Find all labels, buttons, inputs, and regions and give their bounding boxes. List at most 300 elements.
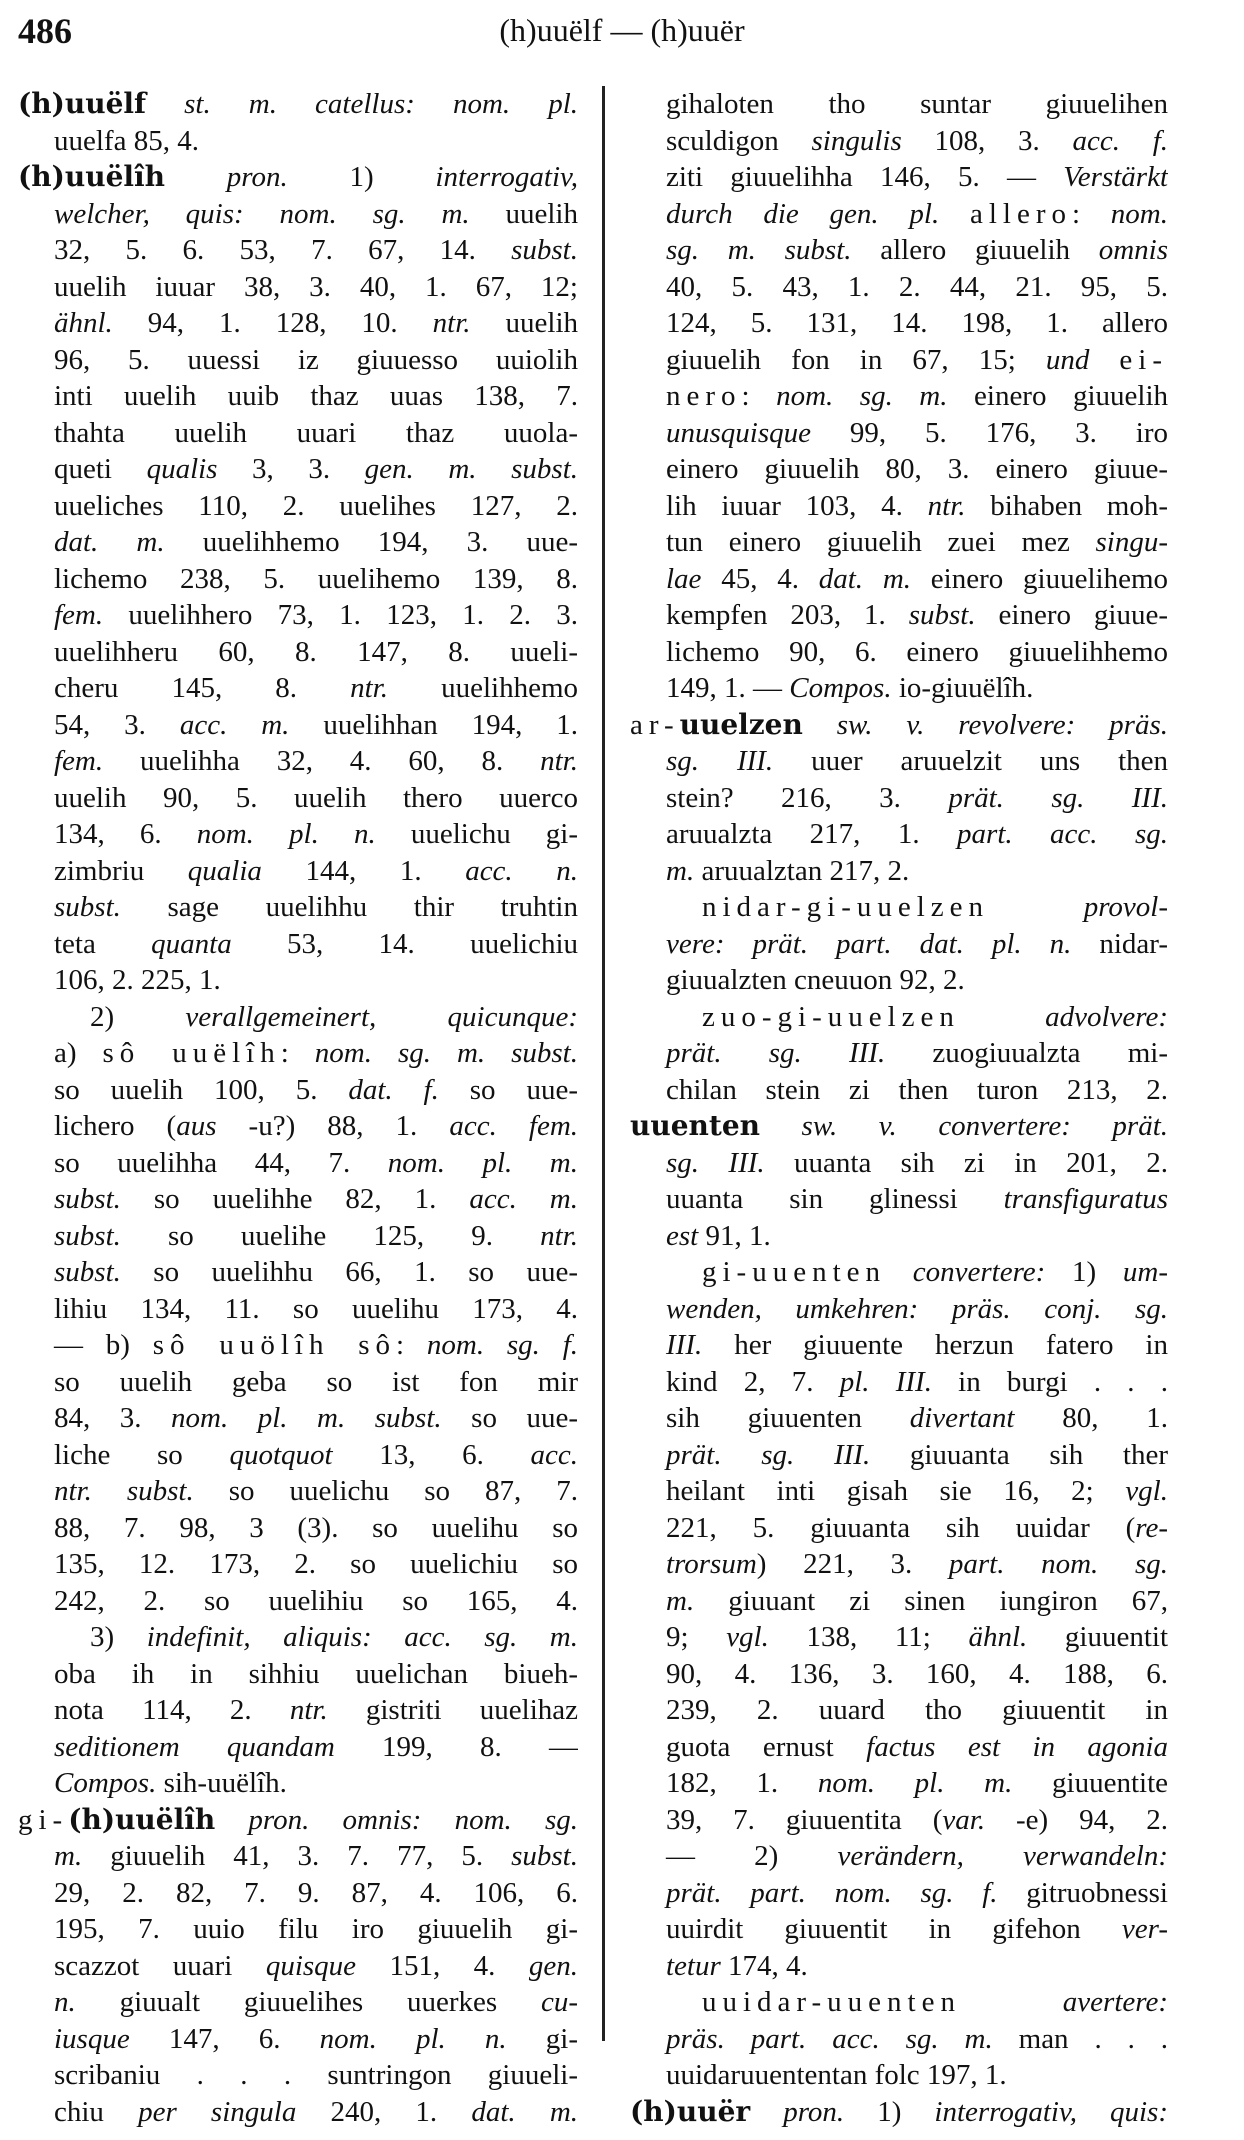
italic-text: durch die gen. pl. <box>666 197 940 230</box>
italic-text: ver- <box>1121 1913 1168 1945</box>
text-line <box>630 743 1168 780</box>
italic-text: interrogativ, quis: <box>934 2095 1168 2128</box>
text-line <box>18 86 578 123</box>
text-segment: : <box>741 380 777 412</box>
text-line <box>630 962 1168 999</box>
text-line <box>18 2094 578 2131</box>
italic-text: quotquot <box>229 1438 333 1471</box>
text-segment: einero giuuelih <box>947 380 1168 412</box>
text-segment: uuelihhan 194, 1. <box>289 708 578 741</box>
text-line <box>630 1802 1168 1839</box>
text-line <box>18 1802 578 1839</box>
text-segment: 2) <box>90 1000 186 1033</box>
text-segment: giuuant zi sinen iungiron 67, <box>694 1584 1168 1617</box>
text-segment: 88, 7. 98, 3 (3). so uuelihu so <box>54 1511 578 1544</box>
text-segment: zuogiuualzta mi- <box>885 1037 1168 1069</box>
text-segment: 149, 1. — <box>666 672 790 704</box>
text-line <box>630 123 1168 160</box>
italic-text: part. nom. sg. <box>948 1548 1168 1580</box>
text-line <box>18 853 578 890</box>
text-segment: 39, 7. giuuentita ( <box>666 1803 943 1836</box>
text-line <box>630 1765 1168 1802</box>
italic-text: tetur <box>666 1949 721 1982</box>
italic-text: transfiguratus <box>1003 1183 1168 1215</box>
text-segment: so uuelihhe 82, 1. <box>120 1183 470 1215</box>
italic-text: prät. sg. III. <box>948 781 1168 814</box>
text-segment: uuanta sin glinessi <box>666 1183 1004 1215</box>
text-line <box>18 196 578 233</box>
text-segment: 1) <box>844 2095 935 2128</box>
italic-text: acc. n. <box>465 854 578 887</box>
text-segment: her giuuente herzun fatero in <box>702 1329 1168 1361</box>
text-line <box>630 488 1168 525</box>
text-line <box>630 1072 1168 1109</box>
italic-text: convertere: <box>912 1256 1046 1288</box>
text-line <box>630 1035 1168 1072</box>
italic-text: trorsum <box>666 1548 757 1580</box>
text-line <box>630 1510 1168 1547</box>
text-segment <box>803 709 837 741</box>
text-line <box>18 1619 578 1656</box>
text-segment: ziti giuuelihha 146, 5. — <box>666 161 1064 193</box>
text-segment: so uuelihe 125, 9. <box>120 1219 541 1252</box>
text-segment: a) <box>54 1037 103 1069</box>
text-segment: 80, 1. <box>1014 1402 1168 1434</box>
text-line <box>630 1838 1168 1875</box>
text-segment: -e) 94, 2. <box>985 1803 1168 1836</box>
text-line <box>18 123 578 160</box>
text-segment: giuuelih 41, 3. 7. 77, 5. <box>82 1840 512 1872</box>
text-segment: sage uuelihhu thir truhtin <box>120 891 578 923</box>
headword: uuenten <box>630 1109 760 1142</box>
text-line <box>18 524 578 561</box>
text-line <box>18 962 578 999</box>
spaced-text: ei- <box>1119 343 1168 376</box>
italic-text: ntr. subst. <box>54 1475 194 1507</box>
text-segment: giuuelih fon in 67, 15; <box>666 343 1046 376</box>
text-segment: 9; <box>666 1621 727 1653</box>
italic-text: var. <box>942 1803 986 1836</box>
text-segment: oba ih in sihhiu uuelichan biueh- <box>54 1657 578 1690</box>
text-line <box>18 707 578 744</box>
text-line <box>630 889 1168 926</box>
italic-text: iusque <box>54 2022 130 2055</box>
text-segment: 53, 14. uuelichiu <box>231 927 578 960</box>
text-line <box>630 232 1168 269</box>
text-line <box>630 524 1168 561</box>
text-line <box>18 1035 578 1072</box>
headword: (h)uuëlf <box>18 87 147 120</box>
text-segment: giuuanta sih ther <box>870 1438 1168 1471</box>
text-segment <box>750 2096 783 2128</box>
text-segment <box>1089 344 1119 376</box>
text-segment: teta <box>54 927 152 960</box>
italic-text: dat. m. <box>471 2095 578 2128</box>
spaced-text: gi- <box>18 1803 69 1836</box>
text-line <box>630 780 1168 817</box>
text-segment: uueliches 110, 2. uuelihes 127, 2. <box>54 489 578 522</box>
italic-text: nom. pl. m. <box>817 1767 1013 1799</box>
text-segment <box>886 1256 913 1288</box>
text-segment: giuualzten cneuuon 92, 2. <box>666 964 965 996</box>
text-line <box>630 1948 1168 1985</box>
text-line <box>18 1692 578 1729</box>
text-segment: 32, 5. 6. 53, 7. 67, 14. <box>54 234 512 266</box>
text-segment: sih-uuëlîh. <box>156 1767 287 1799</box>
text-line <box>630 1656 1168 1693</box>
italic-text: pl. III. <box>839 1365 932 1398</box>
page-number: 486 <box>18 11 72 51</box>
text-segment: 91, 1. <box>698 1219 771 1252</box>
text-segment: tun einero giuuelih zuei mez <box>666 526 1096 558</box>
italic-text: quanta <box>151 927 232 960</box>
running-head: (h)uuëlf — (h)uuër <box>499 12 745 48</box>
text-line <box>630 1181 1168 1218</box>
text-segment: gitruobnessi <box>997 1876 1168 1909</box>
text-line <box>630 1291 1168 1328</box>
italic-text: nom. sg. m. subst. <box>314 1037 578 1069</box>
italic-text: prät. sg. III. <box>666 1438 871 1471</box>
text-line <box>18 159 578 196</box>
text-segment: einero giuuelihemo <box>911 562 1168 595</box>
text-segment: scribaniu . . . suntringon giuueli- <box>54 2059 578 2091</box>
spaced-text: allero <box>969 197 1072 230</box>
text-line <box>18 305 578 342</box>
text-segment: io-giuuëlîh. <box>891 672 1034 704</box>
italic-text: n. <box>54 1986 76 2018</box>
spaced-text: ar- <box>630 708 680 741</box>
text-segment: uuelihhemo 194, 3. uue- <box>164 526 578 558</box>
text-segment: so uuelihha 44, 7. <box>54 1146 388 1179</box>
text-segment: cheru 145, 8. <box>54 672 351 704</box>
italic-text: Verstärkt <box>1063 161 1168 193</box>
italic-text: ntr. <box>540 1219 578 1252</box>
right-column <box>630 86 1168 2130</box>
italic-text: ntr. <box>927 489 966 522</box>
headword: (h)uuëlîh <box>68 1802 216 1836</box>
italic-text: divertant <box>909 1402 1015 1434</box>
text-segment: lihiu 134, 11. so uuelihu 173, 4. <box>54 1292 578 1325</box>
text-line <box>18 1400 578 1437</box>
text-line <box>18 1181 578 1218</box>
headword: uuelzen <box>679 707 803 741</box>
italic-text: prät. sg. III. <box>666 1037 886 1069</box>
italic-text: gen. m. subst. <box>364 453 578 485</box>
text-line <box>18 1729 578 1766</box>
column-divider <box>602 86 605 2041</box>
text-line <box>630 1875 1168 1912</box>
italic-text: nom. pl. m. <box>387 1146 578 1179</box>
italic-text: provol- <box>1083 891 1168 923</box>
spaced-text: gi-uuenten <box>702 1256 887 1288</box>
italic-text: m. <box>666 1584 695 1617</box>
italic-text: vgl. <box>726 1621 769 1653</box>
text-segment: guota ernust <box>666 1730 867 1763</box>
italic-text: acc. m. <box>469 1183 578 1215</box>
italic-text: avertere: <box>1062 1986 1168 2018</box>
text-segment: so uuelih geba so ist fon mir <box>54 1365 578 1398</box>
text-segment <box>939 198 970 230</box>
text-line <box>18 269 578 306</box>
text-line <box>630 999 1168 1036</box>
text-line <box>630 926 1168 963</box>
text-line <box>630 1145 1168 1182</box>
text-segment: uuelfa 85, 4. <box>54 124 199 157</box>
text-line <box>630 305 1168 342</box>
text-segment: 138, 11; <box>768 1621 969 1653</box>
spaced-text: nidar-gi-uuelzen <box>702 891 990 923</box>
text-segment: queti <box>54 453 147 485</box>
italic-text: m. <box>666 854 695 887</box>
text-segment <box>215 1804 248 1836</box>
italic-text: singulis <box>811 124 902 157</box>
text-line <box>18 780 578 817</box>
text-line <box>18 1291 578 1328</box>
text-segment: uuelih <box>469 197 578 230</box>
text-line <box>630 1254 1168 1291</box>
text-segment: 29, 2. 82, 7. 9. 87, 4. 106, 6. <box>54 1876 578 1909</box>
italic-text: aus <box>176 1110 217 1142</box>
text-segment: 13, 6. <box>332 1438 531 1471</box>
italic-text: subst. <box>54 1219 121 1252</box>
italic-text: sg. III. <box>666 745 774 777</box>
italic-text: acc. <box>530 1438 578 1471</box>
text-line <box>630 1619 1168 1656</box>
italic-text: interrogativ, <box>435 161 578 193</box>
text-line <box>18 889 578 926</box>
text-segment: aruualztan 217, 2. <box>694 854 910 887</box>
text-segment: — 2) <box>666 1840 838 1872</box>
text-line <box>18 232 578 269</box>
text-segment: kempfen 203, 1. <box>666 599 909 631</box>
text-line <box>18 999 578 1036</box>
text-segment: ) 221, 3. <box>756 1548 949 1580</box>
text-segment: bihaben moh- <box>965 489 1168 522</box>
text-line <box>630 159 1168 196</box>
italic-text: präs. part. acc. sg. m. <box>666 2022 993 2055</box>
left-column <box>18 86 578 2130</box>
italic-text: pron. <box>226 161 288 193</box>
italic-text: per singula <box>138 2095 297 2128</box>
headword: (h)uuër <box>630 2094 751 2128</box>
italic-text: seditionem quandam <box>54 1730 335 1763</box>
text-line <box>630 451 1168 488</box>
italic-text: dat. f. <box>348 1073 439 1106</box>
text-segment: man . . . <box>992 2022 1168 2055</box>
text-line <box>630 1583 1168 1620</box>
text-line <box>18 1583 578 1620</box>
italic-text: Compos. <box>789 672 892 704</box>
italic-text: dat. m. <box>818 562 912 595</box>
text-line <box>18 816 578 853</box>
text-line <box>630 1437 1168 1474</box>
text-segment: 90, 4. 136, 3. 160, 4. 188, 6. <box>666 1657 1168 1690</box>
text-segment: 239, 2. uuard tho giuuentit in <box>666 1694 1168 1726</box>
italic-text: gen. <box>528 1949 578 1982</box>
italic-text: um- <box>1122 1256 1168 1288</box>
italic-text: vere: prät. part. dat. pl. n. <box>666 927 1072 960</box>
text-segment: gistriti uuelihaz <box>327 1694 578 1726</box>
text-line <box>18 597 578 634</box>
italic-text: fem. <box>54 599 104 631</box>
text-segment <box>146 88 184 120</box>
text-line <box>18 1765 578 1802</box>
text-segment: giuuentite <box>1012 1767 1168 1799</box>
text-segment: 3, 3. <box>217 453 365 485</box>
text-segment: 124, 5. 131, 14. 198, 1. allero <box>666 307 1168 339</box>
text-line <box>18 561 578 598</box>
text-segment: 135, 12. 173, 2. so uuelichiu so <box>54 1548 578 1580</box>
italic-text: nom. pl. m. subst. <box>171 1402 442 1434</box>
text-segment: 54, 3. <box>54 708 180 741</box>
text-segment: lichero ( <box>54 1110 177 1142</box>
text-segment: 3) <box>90 1621 147 1653</box>
text-line <box>630 378 1168 415</box>
text-segment: stein? 216, 3. <box>666 781 949 814</box>
text-line <box>18 2057 578 2094</box>
text-segment: — b) <box>54 1329 153 1361</box>
text-segment: lichemo 90, 6. einero giuuelihhemo <box>666 635 1168 668</box>
text-segment: giuualt giuuelihes uuerkes <box>75 1986 541 2018</box>
text-segment: uuelihheru 60, 8. 147, 8. uueli- <box>54 635 578 668</box>
text-line <box>18 1364 578 1401</box>
text-segment: 1) <box>287 161 436 193</box>
text-segment: 147, 6. <box>129 2022 320 2055</box>
italic-text: dat. m. <box>54 526 165 558</box>
text-segment: kind 2, 7. <box>666 1365 840 1398</box>
text-segment: 151, 4. <box>356 1949 529 1982</box>
italic-text: subst. <box>908 599 976 631</box>
spaced-text: nero <box>666 380 742 412</box>
text-segment: inti uuelih uuib thaz uuas 138, 7. <box>54 380 578 412</box>
text-segment: 94, 1. 128, 10. <box>112 307 433 339</box>
italic-text: part. acc. sg. <box>957 818 1168 850</box>
text-segment: lichemo 238, 5. uuelihemo 139, 8. <box>54 562 578 595</box>
italic-text: subst. <box>54 1183 121 1215</box>
italic-text: verändern, verwandeln: <box>837 1840 1168 1872</box>
text-segment: gi- <box>506 2022 578 2055</box>
italic-text: lae <box>666 562 702 595</box>
text-line <box>18 1948 578 1985</box>
text-segment <box>960 1001 1045 1033</box>
italic-text: qualis <box>146 453 218 485</box>
text-line <box>630 196 1168 233</box>
text-segment: uuelichu gi- <box>375 818 578 850</box>
italic-text: acc. m. <box>179 708 290 741</box>
text-segment <box>961 1986 1063 2018</box>
text-segment: scazzot uuari <box>54 1949 266 1982</box>
italic-text: vgl. <box>1125 1475 1168 1507</box>
text-segment: 221, 5. giuuanta sih uuidar ( <box>666 1511 1136 1544</box>
italic-text: subst. <box>511 1840 578 1872</box>
text-line <box>630 1692 1168 1729</box>
text-segment: uuelihhero 73, 1. 123, 1. 2. 3. <box>103 599 578 631</box>
italic-text: unusquisque <box>666 416 811 449</box>
text-line <box>18 1875 578 1912</box>
text-segment: in burgi . . . <box>931 1365 1168 1398</box>
text-segment: nidar- <box>1071 927 1168 960</box>
text-segment: allero giuuelih <box>851 234 1099 266</box>
italic-text: st. m. catellus: nom. pl. <box>184 88 578 120</box>
italic-text: subst. <box>54 891 121 923</box>
text-segment: 108, 3. <box>901 124 1073 157</box>
italic-text: nom. sg. m. <box>776 380 948 412</box>
italic-text: ntr. <box>289 1694 328 1726</box>
text-segment: : <box>280 1037 315 1069</box>
spaced-text: sô uuëlîh <box>102 1037 281 1069</box>
text-line <box>630 1473 1168 1510</box>
text-line <box>630 1911 1168 1948</box>
text-line <box>18 1510 578 1547</box>
italic-text: m. <box>54 1840 83 1872</box>
text-line <box>18 451 578 488</box>
text-line <box>18 1072 578 1109</box>
text-segment: : <box>396 1329 427 1361</box>
text-line <box>18 1984 578 2021</box>
text-segment: nota 114, 2. <box>54 1694 290 1726</box>
italic-text: cu- <box>540 1986 578 2018</box>
italic-text: ähnl. <box>54 307 113 339</box>
italic-text: sw. v. convertere: prät. <box>801 1110 1168 1142</box>
italic-text: III. <box>666 1329 703 1361</box>
text-line <box>18 670 578 707</box>
text-segment: 106, 2. 225, 1. <box>54 964 221 996</box>
italic-text: ähnl. <box>968 1621 1028 1653</box>
italic-text: sw. v. revolvere: präs. <box>836 708 1168 741</box>
text-line <box>18 926 578 963</box>
text-segment: so uuelihhu 66, 1. so uue- <box>120 1256 578 1288</box>
spaced-text: uuidar-uuenten <box>702 1986 961 2018</box>
text-line <box>630 634 1168 671</box>
italic-text: pron. omnis: nom. sg. <box>248 1803 578 1836</box>
text-line <box>630 670 1168 707</box>
text-segment: chiu <box>54 2095 139 2128</box>
italic-text: acc. f. <box>1072 124 1168 157</box>
text-segment: chilan stein zi then turon 213, 2. <box>666 1073 1168 1106</box>
italic-text: omnis <box>1098 234 1168 266</box>
text-segment: gihaloten tho suntar giuuelihen <box>666 88 1168 120</box>
italic-text: ntr. <box>540 745 578 777</box>
italic-text: ntr. <box>350 672 389 704</box>
text-segment: 240, 1. <box>296 2095 472 2128</box>
text-segment: 144, 1. <box>261 854 466 887</box>
text-segment: 84, 3. <box>54 1402 172 1434</box>
italic-text: fem. <box>54 745 104 777</box>
text-line <box>18 1108 578 1145</box>
text-segment: 45, 4. <box>701 562 819 595</box>
italic-text: singu- <box>1095 526 1168 558</box>
italic-text: und <box>1045 343 1090 376</box>
text-segment: uuelihha 32, 4. 60, 8. <box>103 745 541 777</box>
text-segment: uuer aruuelzit uns then <box>773 745 1168 777</box>
text-line <box>18 1656 578 1693</box>
text-segment: so uue- <box>438 1073 578 1106</box>
text-segment: uuelih iuuar 38, 3. 40, 1. 67, 12; <box>54 270 578 303</box>
italic-text: sg. III. <box>666 1146 765 1179</box>
italic-text: welcher, quis: nom. sg. m. <box>54 197 470 230</box>
text-segment: so uuelih 100, 5. <box>54 1073 349 1106</box>
text-segment: einero giuuelih 80, 3. einero giuue- <box>666 453 1168 485</box>
text-segment: 134, 6. <box>54 818 197 850</box>
text-line <box>630 1984 1168 2021</box>
text-line <box>630 561 1168 598</box>
italic-text: nom. sg. f. <box>426 1329 578 1361</box>
text-segment: thahta uuelih uuari thaz uuola- <box>54 416 578 449</box>
text-line <box>18 342 578 379</box>
text-line <box>18 1546 578 1583</box>
text-line <box>18 1473 578 1510</box>
text-segment: lih iuuar 103, 4. <box>666 489 928 522</box>
